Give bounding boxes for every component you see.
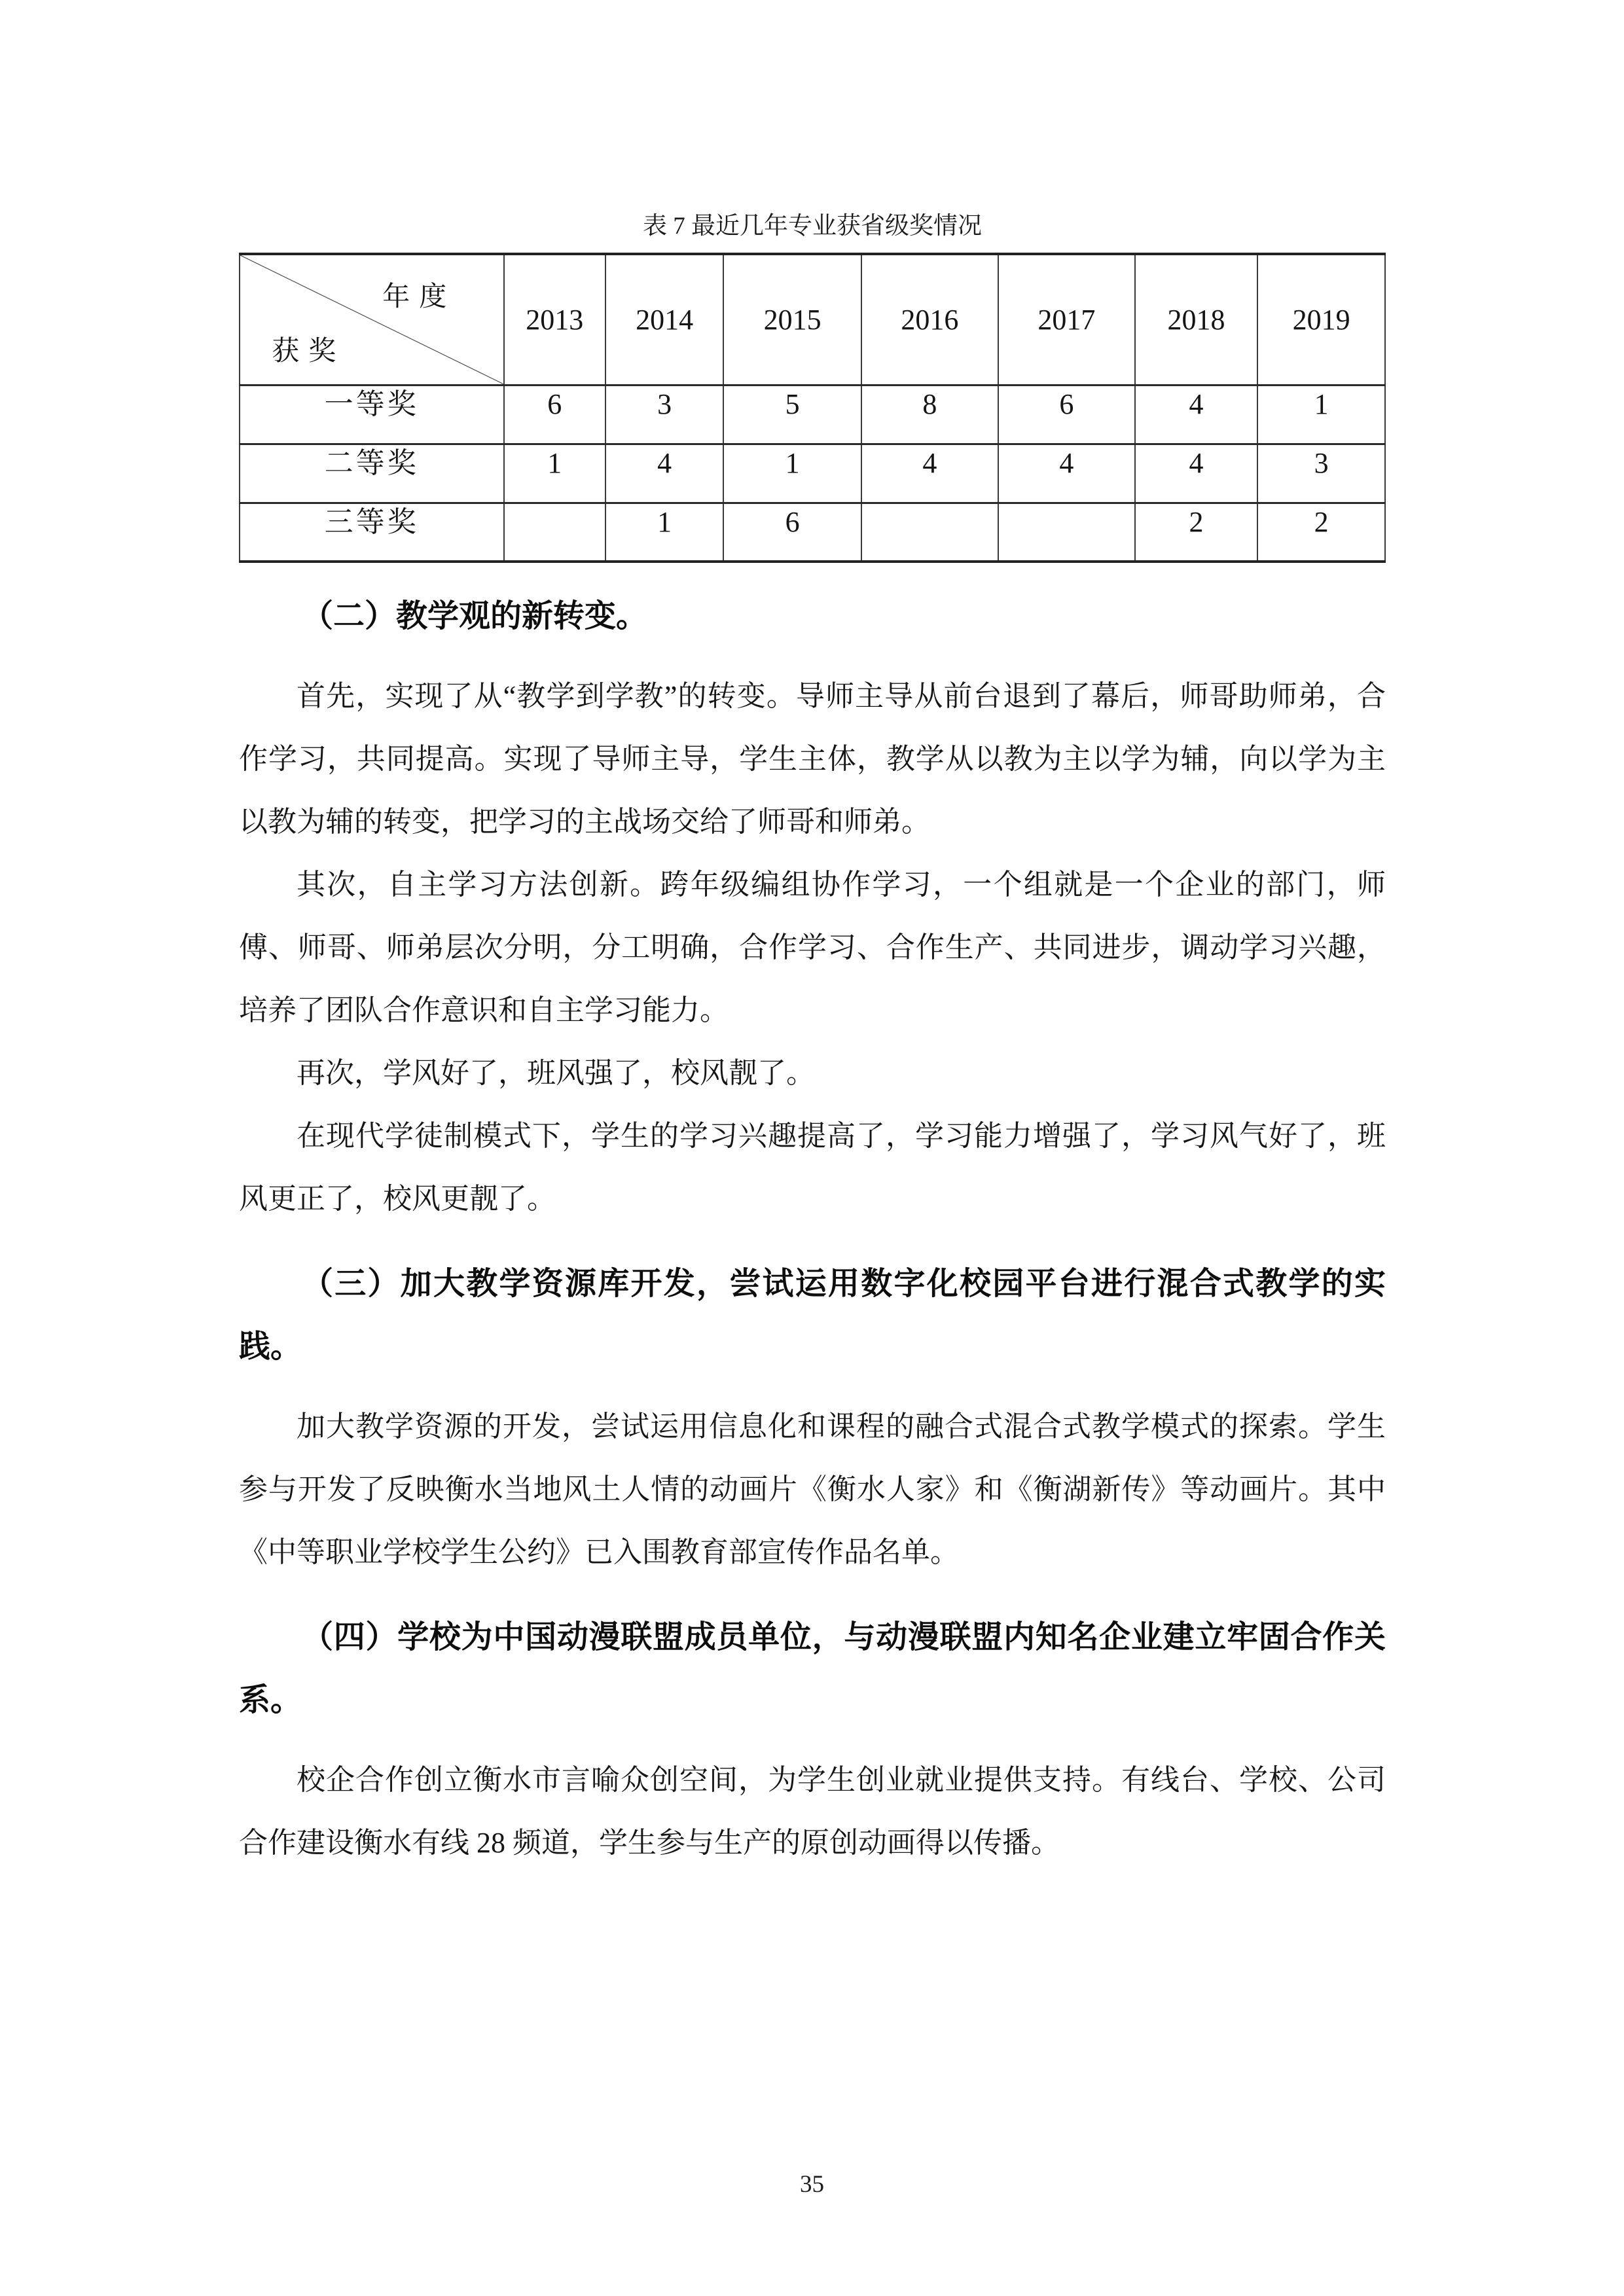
paragraph: 其次，自主学习方法创新。跨年级编组协作学习，一个组就是一个企业的部门，师傅、师哥、师弟层次分明，分工明确，合作学习、合作生产、共同进步，调动学习兴趣，培养了团队合作意识和自主学习能力。 [239, 869, 1386, 1026]
page-number: 35 [800, 2171, 824, 2198]
table-cell: 5 [723, 385, 861, 444]
table-row-first-prize [240, 385, 1385, 444]
table-row-third-prize [240, 503, 1385, 562]
table-cell: 1 [723, 444, 861, 503]
year-column-header: 2018 [1135, 254, 1258, 385]
table-cell: 1 [504, 444, 605, 503]
paragraph: 再次，学风好了，班风强了，校风靓了。 [297, 1057, 815, 1089]
table-cell: 4 [605, 444, 723, 503]
corner-label-year: 年度 [382, 282, 456, 312]
table-cell: 4 [1135, 385, 1258, 444]
table-cell [504, 503, 605, 562]
page-content [239, 211, 1386, 1874]
paragraph: 首先，实现了从“教学到学教”的转变。导师主导从前台退到了幕后，师哥助师弟，合作学习，共同提高。实现了导师主导，学生主体，教学从以教为主以学为辅，向以学为主以教为辅的转变，把学习的主战场交给了师哥和师弟。 [239, 680, 1386, 838]
year-column-header: 2019 [1257, 254, 1385, 385]
section-heading-4: （四）学校为中国动漫联盟成员单位，与动漫联盟内知名企业建立牢固合作关系。 [239, 1620, 1386, 1717]
table-row-second-prize [240, 444, 1385, 503]
table-cell: 6 [723, 503, 861, 562]
year-column-header: 2014 [605, 254, 723, 385]
paragraph: 校企合作创立衡水市言喻众创空间，为学生创业就业提供支持。有线台、学校、公司合作建设衡水有线 28 频道，学生参与生产的原创动画得以传播。 [239, 1764, 1386, 1859]
table-cell: 1 [1257, 385, 1385, 444]
corner-header-cell [240, 254, 504, 385]
table-cell [861, 503, 998, 562]
table-cell: 2 [1257, 503, 1385, 562]
row-label: 三等奖 [240, 503, 504, 562]
paragraph: 加大教学资源的开发，尝试运用信息化和课程的融合式混合式教学模式的探索。学生参与开发了反映衡水当地风土人情的动画片《衡水人家》和《衡湖新传》等动画片。其中《中等职业学校学生公约》已入围教育部宣传作品名单。 [239, 1410, 1386, 1568]
year-column-header: 2013 [504, 254, 605, 385]
awards-table [239, 253, 1386, 563]
table-cell [998, 503, 1135, 562]
section-heading-3: （三）加大教学资源库开发，尝试运用数字化校园平台进行混合式教学的实践。 [239, 1266, 1386, 1364]
table-caption: 表 7 最近几年专业获省级奖情况 [643, 213, 982, 240]
table-cell: 4 [861, 444, 998, 503]
table-cell: 8 [861, 385, 998, 444]
paragraph: 在现代学徒制模式下，学生的学习兴趣提高了，学习能力增强了，学习风气好了，班风更正了，校风更靓了。 [239, 1120, 1386, 1215]
section-heading-2: （二）教学观的新转变。 [302, 599, 648, 634]
year-column-header: 2016 [861, 254, 998, 385]
table-cell: 6 [998, 385, 1135, 444]
corner-label-award: 获奖 [272, 336, 346, 367]
table-cell: 4 [998, 444, 1135, 503]
table-cell: 4 [1135, 444, 1258, 503]
row-label: 一等奖 [240, 385, 504, 444]
table-cell: 3 [1257, 444, 1385, 503]
table-cell: 1 [605, 503, 723, 562]
table-cell: 2 [1135, 503, 1258, 562]
table-cell: 3 [605, 385, 723, 444]
year-column-header: 2015 [723, 254, 861, 385]
row-label: 二等奖 [240, 444, 504, 503]
year-column-header: 2017 [998, 254, 1135, 385]
table-header-row [240, 254, 1385, 385]
table-cell: 6 [504, 385, 605, 444]
